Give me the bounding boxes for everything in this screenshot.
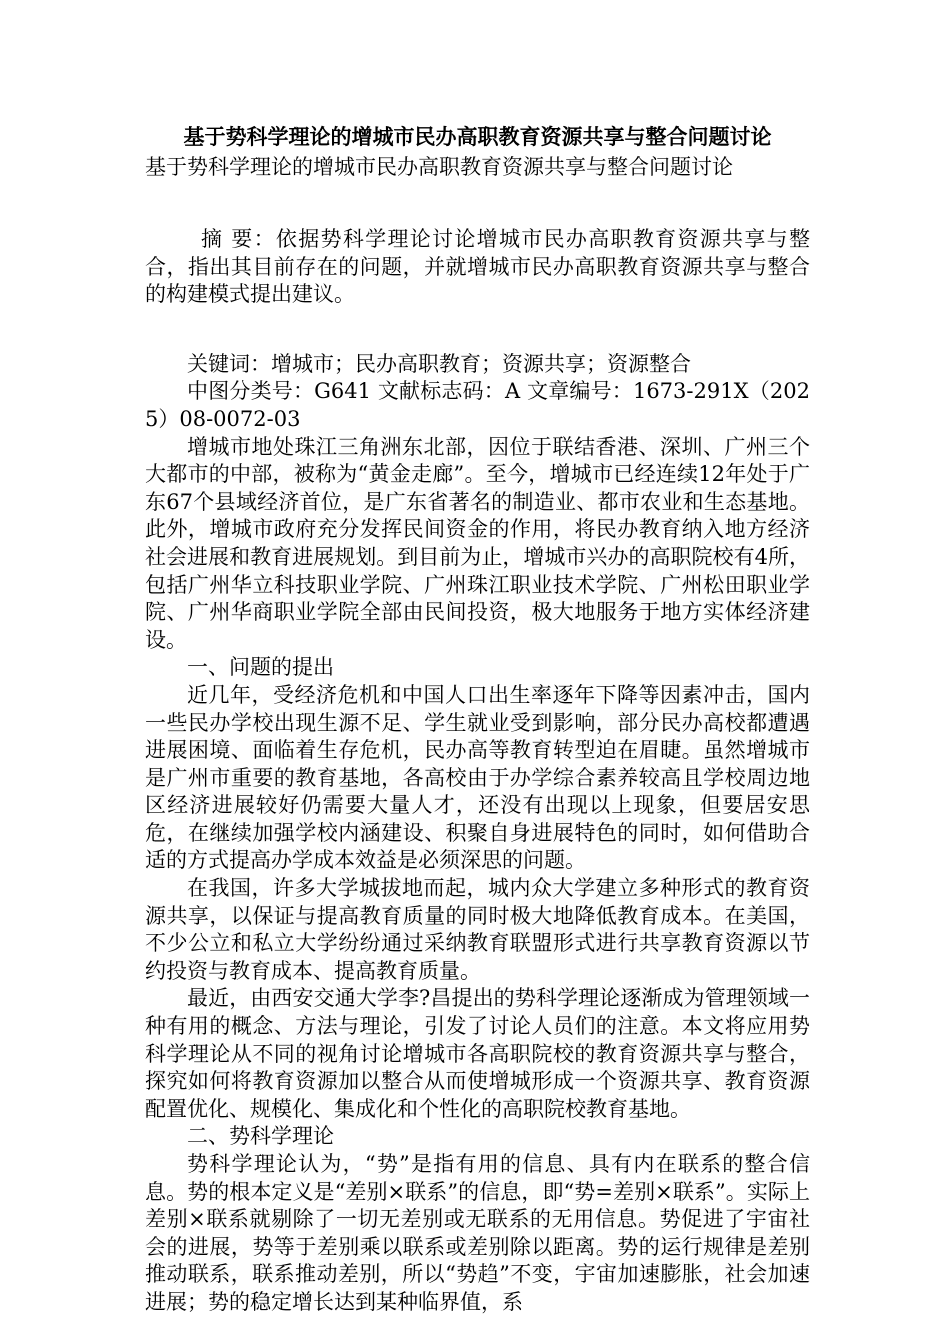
classification-line: 中图分类号：G641 文献标志码：A 文章编号：1673-291X（2025）08-0072-03 bbox=[145, 379, 810, 431]
intro-paragraph: 增城市地处珠江三角洲东北部，因位于联结香港、深圳、广州三个大都市的中部，被称为“黄金走廊”。至今，增城市已经连续12年处于广东67个县域经济首位，是广东省著名的制造业、都市农业和生态基地。此外，增城市政府充分发挥民间资金的作用，将民办教育纳入地方经济社会进展和教育进展规划。到目前为止，增城市兴办的高职院校有4所，包括广州华立科技职业学院、广州珠江职业技术学院、广州松田职业学院、广州华商职业学院全部由民间投资，极大地服务于地方实体经济建设。 bbox=[145, 434, 810, 652]
section-heading-2: 二、势科学理论 bbox=[187, 1124, 334, 1149]
section-1-paragraph-2: 在我国，许多大学城拔地而起，城内众大学建立多种形式的教育资源共享，以保证与提高教育质量的同时极大地降低教育成本。在美国，不少公立和私立大学纷纷通过采纳教育联盟形式进行共享教育资源以节约投资与教育成本、提高教育质量。 bbox=[145, 876, 810, 983]
abstract-paragraph: 摘 要：依据势科学理论讨论增城市民办高职教育资源共享与整合，指出其目前存在的问题，并就增城市民办高职教育资源共享与整合的构建模式提出建议。 bbox=[145, 227, 810, 307]
section-2-paragraph-1: 势科学理论认为，“势”是指有用的信息、具有内在联系的整合信息。势的根本定义是“差别×联系”的信息，即“势=差别×联系”。实际上差别×联系就剔除了一切无差别或无联系的无用信息。势促进了宇宙社会的进展，势等于差别乘以联系或差别除以距离。势的运行规律是差别推动联系，联系推动差别，所以“势趋”不变，宇宙加速膨胀，社会加速进展；势的稳定增长达到某种临界值，系 bbox=[145, 1152, 810, 1314]
section-1-paragraph-1: 近几年，受经济危机和中国人口出生率逐年下降等因素冲击，国内一些民办学校出现生源不足、学生就业受到影响，部分民办高校都遭遇进展困境、面临着生存危机，民办高等教育转型迫在眉睫。虽然增城市是广州市重要的教育基地，各高校由于办学综合素养较高且学校周边地区经济进展较好仍需要大量人才，还没有出现以上现象，但要居安思危，在继续加强学校内涵建设、积聚自身进展特色的同时，如何借助合适的方式提高办学成本效益是必须深思的问题。 bbox=[145, 682, 810, 873]
document-subtitle: 基于势科学理论的增城市民办高职教育资源共享与整合问题讨论 bbox=[145, 155, 733, 179]
keywords-line: 关键词：增城市；民办高职教育；资源共享；资源整合 bbox=[187, 351, 691, 376]
section-1-paragraph-3: 最近，由西安交通大学李?昌提出的势科学理论逐渐成为管理领域一种有用的概念、方法与理论，引发了讨论人员们的注意。本文将应用势科学理论从不同的视角讨论增城市各高职院校的教育资源共享与整合，探究如何将教育资源加以整合从而使增城形成一个资源共享、教育资源配置优化、规模化、集成化和个性化的高职院校教育基地。 bbox=[145, 986, 810, 1121]
document-body bbox=[145, 122, 810, 1317]
document-title: 基于势科学理论的增城市民办高职教育资源共享与整合问题讨论 bbox=[183, 124, 772, 149]
section-heading-1: 一、问题的提出 bbox=[187, 655, 334, 680]
